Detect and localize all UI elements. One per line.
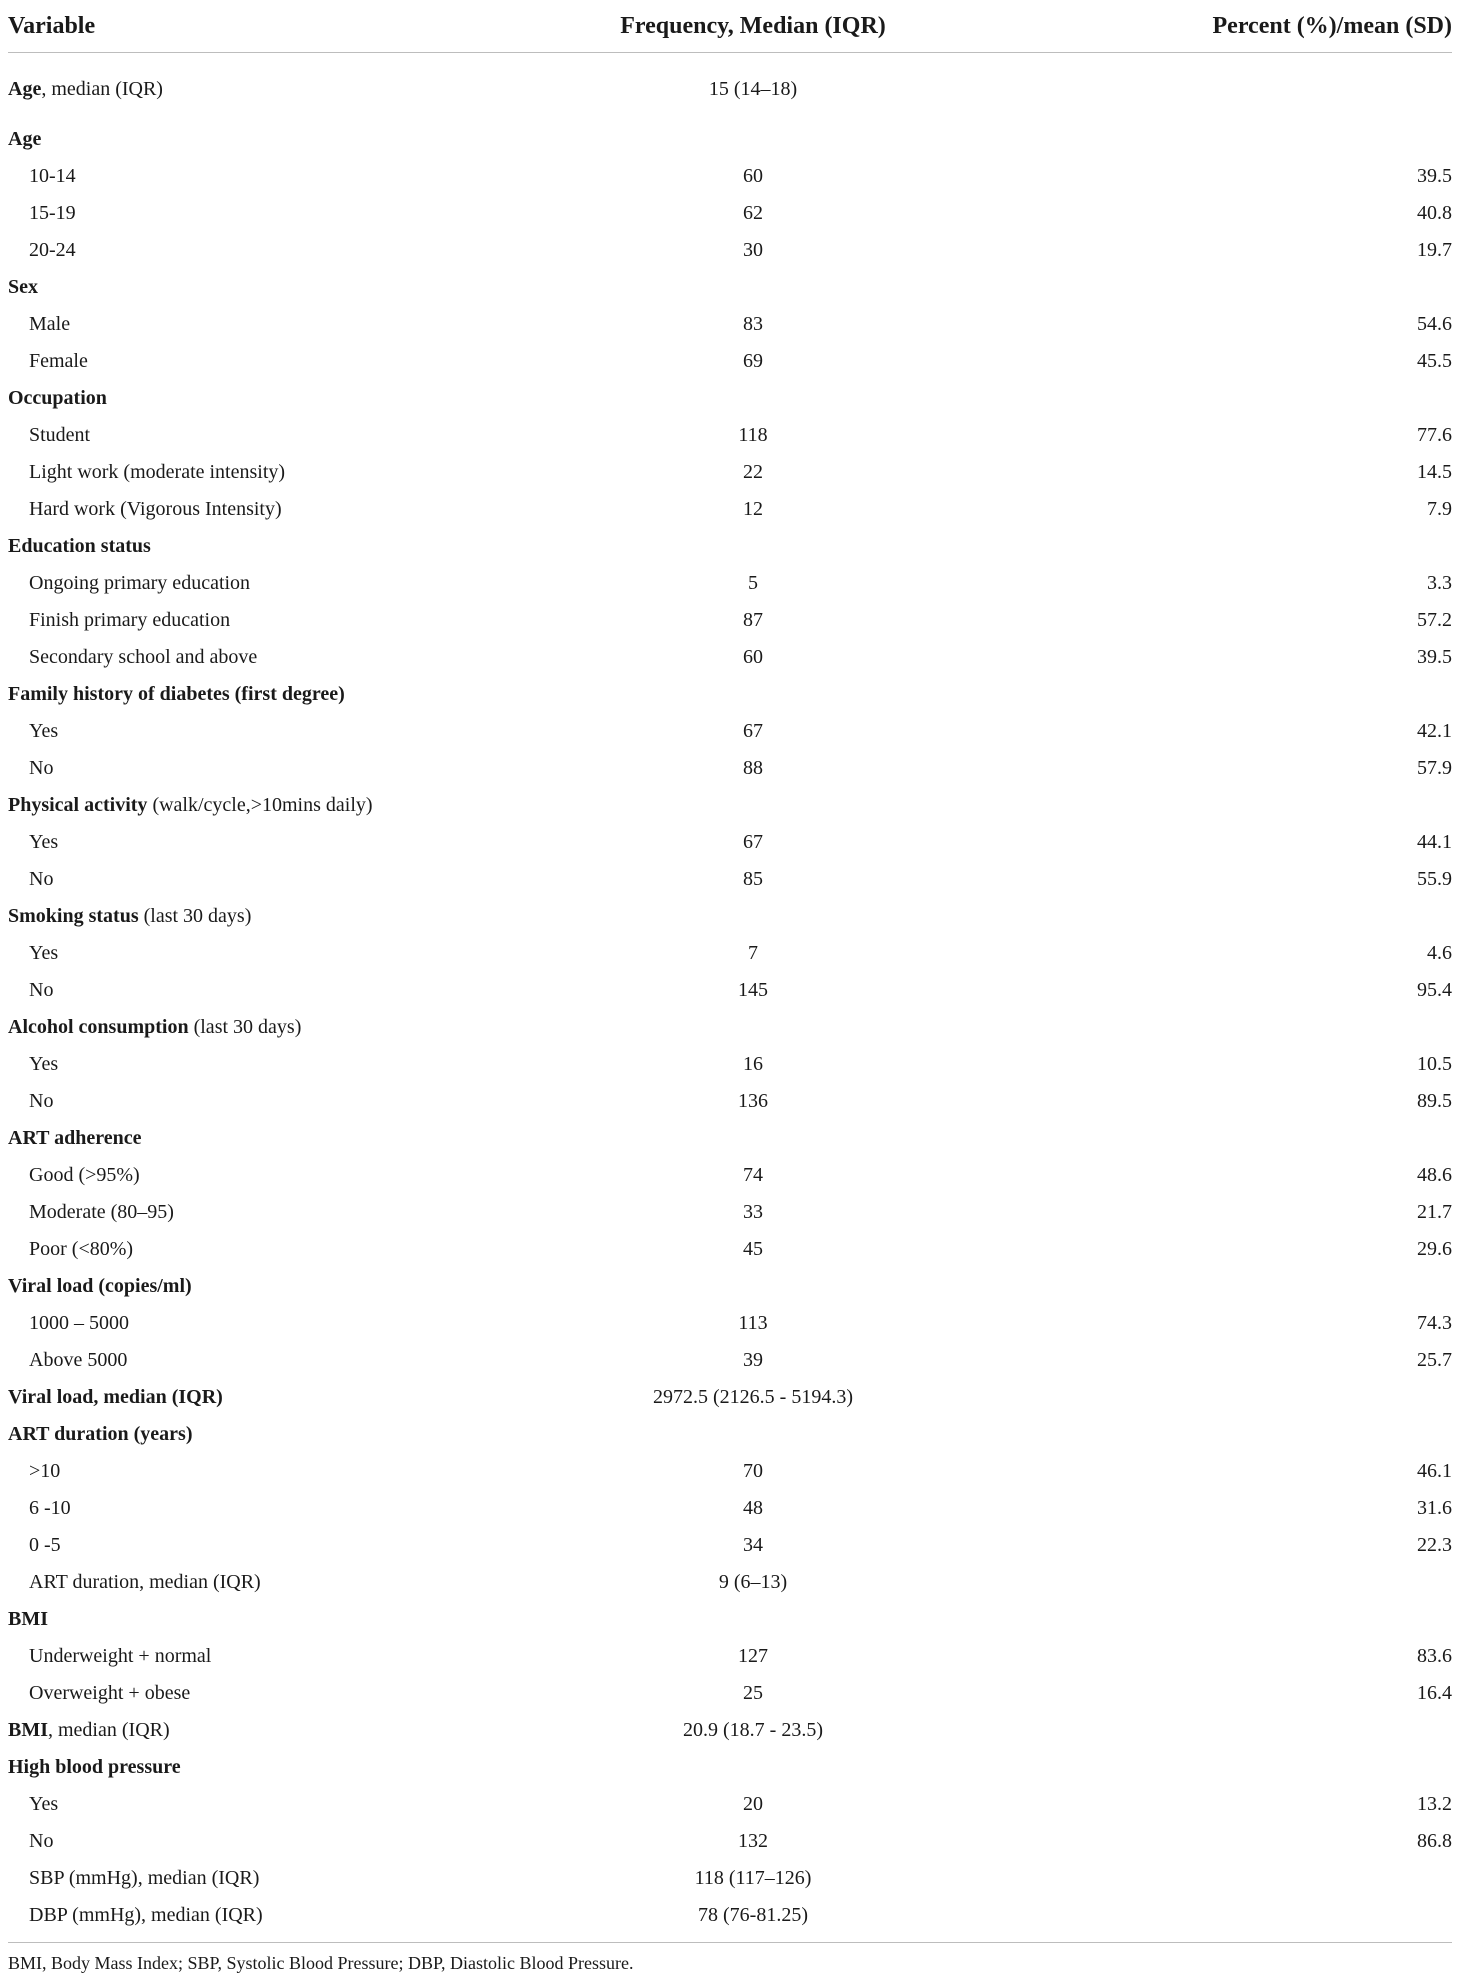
row-label-text: Yes: [29, 1053, 59, 1075]
row-frequency: 78 (76-81.25): [698, 1904, 808, 1926]
row-label-text: Moderate (80–95): [29, 1201, 174, 1223]
row-frequency: 60: [743, 165, 763, 187]
table-row: [8, 713, 1452, 750]
table-row: [8, 1453, 1452, 1490]
row-percent: [978, 787, 1452, 824]
row-percent: [978, 1712, 1452, 1749]
row-percent: 57.2: [1417, 609, 1452, 631]
row-label-text: Yes: [29, 831, 59, 853]
row-frequency: 127: [738, 1645, 768, 1667]
table-row: [8, 417, 1452, 454]
row-label-bold: BMI: [8, 1719, 48, 1741]
table-row: [8, 861, 1452, 898]
row-percent: [978, 53, 1452, 122]
row-frequency: 22: [743, 461, 763, 483]
row-label-bold: Viral load, median (IQR): [8, 1386, 223, 1408]
row-label-text: 10-14: [29, 165, 76, 187]
row-label: [8, 1823, 528, 1860]
row-label-text: Light work (moderate intensity): [29, 461, 286, 483]
row-label-text: Above 5000: [29, 1349, 128, 1371]
row-frequency: 85: [743, 868, 763, 890]
row-label: [8, 1638, 528, 1675]
table-row: [8, 1379, 1452, 1416]
row-frequency: 9 (6–13): [718, 1571, 788, 1593]
table-row: [8, 1712, 1452, 1749]
header-frequency: Frequency, Median (IQR): [528, 0, 978, 53]
row-percent: 77.6: [1417, 424, 1452, 446]
row-percent: 45.5: [1417, 350, 1452, 372]
table-row: [8, 1009, 1452, 1046]
row-frequency: 30: [743, 239, 763, 261]
table-row: [8, 1490, 1452, 1527]
table-row: [8, 158, 1452, 195]
row-label-text: Male: [29, 313, 71, 335]
table-header: [8, 0, 1452, 53]
row-percent: 13.2: [1417, 1793, 1452, 1815]
table-row: [8, 195, 1452, 232]
row-label-text: Hard work (Vigorous Intensity): [29, 498, 282, 520]
row-percent: 21.7: [1417, 1201, 1452, 1223]
row-label: [8, 1786, 528, 1823]
table-row: [8, 824, 1452, 861]
row-label-text: Good (>95%): [29, 1164, 140, 1186]
row-frequency: 113: [738, 1312, 768, 1334]
table-row: [8, 1268, 1452, 1305]
row-frequency: 74: [743, 1164, 763, 1186]
row-percent: [978, 1564, 1452, 1601]
row-label-bold: ART duration (years): [8, 1423, 193, 1445]
row-label-text: Poor (<80%): [29, 1238, 134, 1260]
row-label: [8, 1009, 528, 1046]
row-percent: [978, 1860, 1452, 1897]
row-label-text: , median (IQR): [48, 1719, 170, 1741]
row-label-text: Finish primary education: [29, 609, 231, 631]
row-percent: 39.5: [1417, 646, 1452, 668]
row-label-text: (last 30 days): [188, 1016, 302, 1038]
row-label: [8, 1120, 528, 1157]
row-frequency: 88: [743, 757, 763, 779]
table-row: [8, 1120, 1452, 1157]
row-percent: 57.9: [1417, 757, 1452, 779]
table-row: [8, 750, 1452, 787]
row-label: [8, 528, 528, 565]
table-row: [8, 1194, 1452, 1231]
row-label-text: Yes: [29, 720, 59, 742]
row-frequency: 16: [743, 1053, 763, 1075]
row-frequency: 45: [743, 1238, 763, 1260]
row-label: [8, 195, 528, 232]
row-label: [8, 676, 528, 713]
table-row: [8, 602, 1452, 639]
row-label: [8, 53, 528, 122]
row-label-text: Overweight + obese: [29, 1682, 191, 1704]
table-row: [8, 1416, 1452, 1453]
row-label: [8, 1749, 528, 1786]
row-percent: [978, 1416, 1452, 1453]
row-label: [8, 1712, 528, 1749]
row-label: [8, 1675, 528, 1712]
row-label-text: No: [29, 868, 54, 890]
header-percent: Percent (%)/mean (SD): [978, 0, 1452, 53]
row-label-text: Female: [29, 350, 88, 372]
table-row: [8, 935, 1452, 972]
table-row: [8, 639, 1452, 676]
row-percent: 16.4: [1417, 1682, 1452, 1704]
table-row: [8, 1527, 1452, 1564]
row-label-bold: Smoking status: [8, 905, 139, 927]
row-percent: 48.6: [1417, 1164, 1452, 1186]
row-label-text: 6 -10: [29, 1497, 71, 1519]
row-percent: [978, 1120, 1452, 1157]
row-frequency: 2972.5 (2126.5 - 5194.3): [653, 1386, 853, 1408]
row-label-text: DBP (mmHg), median (IQR): [29, 1904, 263, 1926]
row-frequency: 118: [738, 424, 768, 446]
row-label: [8, 787, 528, 824]
row-frequency: 118 (117–126): [694, 1867, 812, 1889]
row-percent: 89.5: [1417, 1090, 1452, 1112]
row-label: [8, 232, 528, 269]
row-label: [8, 1342, 528, 1379]
row-label-bold: BMI: [8, 1608, 48, 1630]
row-percent: 74.3: [1417, 1312, 1452, 1334]
row-label: [8, 1268, 528, 1305]
row-label-text: No: [29, 979, 54, 1001]
table-row: [8, 1305, 1452, 1342]
table-row: [8, 1638, 1452, 1675]
row-frequency: 33: [743, 1201, 763, 1223]
row-percent: 10.5: [1417, 1053, 1452, 1075]
row-label: [8, 1194, 528, 1231]
row-frequency: [528, 898, 978, 935]
row-label: [8, 1601, 528, 1638]
table-row: [8, 121, 1452, 158]
row-frequency: [528, 269, 978, 306]
table-row: [8, 1601, 1452, 1638]
row-label-text: (last 30 days): [138, 905, 252, 927]
row-label-text: Yes: [29, 942, 59, 964]
row-label: [8, 1564, 528, 1601]
row-label: [8, 380, 528, 417]
row-frequency: 25: [743, 1682, 763, 1704]
row-frequency: 5: [748, 572, 758, 594]
row-label: [8, 1379, 528, 1416]
row-label: [8, 1860, 528, 1897]
table-row: [8, 306, 1452, 343]
row-label-bold: Viral load (copies/ml): [8, 1275, 192, 1297]
row-percent: 55.9: [1417, 868, 1452, 890]
row-label-bold: Occupation: [8, 387, 107, 409]
row-frequency: [528, 1009, 978, 1046]
row-frequency: 20.9 (18.7 - 23.5): [683, 1719, 823, 1741]
row-label: [8, 306, 528, 343]
table-row: [8, 676, 1452, 713]
row-label: [8, 343, 528, 380]
row-label-bold: Sex: [8, 276, 38, 298]
row-label: [8, 898, 528, 935]
footnote-divider: [8, 1942, 1452, 1943]
row-label: [8, 565, 528, 602]
row-percent: [978, 1009, 1452, 1046]
row-frequency: 67: [743, 831, 763, 853]
row-percent: [978, 121, 1452, 158]
row-frequency: 39: [743, 1349, 763, 1371]
row-label: [8, 824, 528, 861]
row-label: [8, 1453, 528, 1490]
row-label: [8, 935, 528, 972]
row-label: [8, 1416, 528, 1453]
table-body: [8, 53, 1452, 1935]
row-label: [8, 1157, 528, 1194]
row-label: [8, 1305, 528, 1342]
row-frequency: [528, 1601, 978, 1638]
row-label: [8, 121, 528, 158]
row-percent: 3.3: [1427, 572, 1452, 594]
row-frequency: 7: [748, 942, 758, 964]
row-frequency: [528, 1749, 978, 1786]
table-row: [8, 343, 1452, 380]
row-percent: [978, 1268, 1452, 1305]
row-label-bold: Family history of diabetes (first degree): [8, 683, 345, 705]
row-frequency: 12: [743, 498, 763, 520]
row-frequency: 67: [743, 720, 763, 742]
table-row: [8, 1157, 1452, 1194]
row-label-text: >10: [29, 1460, 61, 1482]
row-percent: 4.6: [1427, 942, 1452, 964]
row-frequency: 20: [743, 1793, 763, 1815]
row-label: [8, 269, 528, 306]
row-label: [8, 1527, 528, 1564]
row-percent: 19.7: [1417, 239, 1452, 261]
row-label: [8, 1231, 528, 1268]
row-label-bold: Age: [8, 128, 42, 150]
row-label: [8, 639, 528, 676]
row-label-bold: High blood pressure: [8, 1756, 181, 1778]
row-label: [8, 602, 528, 639]
row-label: [8, 713, 528, 750]
row-percent: [978, 1601, 1452, 1638]
row-frequency: [528, 528, 978, 565]
row-frequency: 145: [738, 979, 768, 1001]
table-row: [8, 1675, 1452, 1712]
row-frequency: [528, 1268, 978, 1305]
row-frequency: 83: [743, 313, 763, 335]
table-row: [8, 1564, 1452, 1601]
row-percent: 95.4: [1417, 979, 1452, 1001]
row-label-text: Student: [29, 424, 91, 446]
row-percent: [978, 1897, 1452, 1934]
row-frequency: 70: [743, 1460, 763, 1482]
row-frequency: 69: [743, 350, 763, 372]
row-percent: [978, 1379, 1452, 1416]
table-row: [8, 454, 1452, 491]
row-frequency: 136: [738, 1090, 768, 1112]
footnote: BMI, Body Mass Index; SBP, Systolic Blood Pressure; DBP, Diastolic Blood Pressure.: [8, 1953, 634, 1973]
row-percent: 86.8: [1417, 1830, 1452, 1852]
header-variable: Variable: [8, 0, 528, 53]
row-label-text: ART duration, median (IQR): [29, 1571, 261, 1593]
table-row: [8, 1342, 1452, 1379]
row-label-bold: Age: [8, 77, 42, 100]
row-label-text: No: [29, 1830, 54, 1852]
row-frequency: 48: [743, 1497, 763, 1519]
row-frequency: [528, 676, 978, 713]
row-percent: 46.1: [1417, 1460, 1452, 1482]
table-row: [8, 1231, 1452, 1268]
row-label-text: 20-24: [29, 239, 76, 261]
row-percent: 25.7: [1417, 1349, 1452, 1371]
row-label: [8, 1046, 528, 1083]
row-percent: 29.6: [1417, 1238, 1452, 1260]
row-label-text: Ongoing primary education: [29, 572, 251, 594]
row-label-bold: Alcohol consumption: [8, 1016, 189, 1038]
table-row: [8, 380, 1452, 417]
table-row: [8, 232, 1452, 269]
row-label: [8, 158, 528, 195]
row-label-bold: ART adherence: [8, 1127, 142, 1149]
table-row: [8, 1786, 1452, 1823]
row-label: [8, 1083, 528, 1120]
table-row: [8, 898, 1452, 935]
row-label-text: 1000 – 5000: [29, 1312, 129, 1334]
row-label-text: No: [29, 757, 54, 779]
row-percent: 39.5: [1417, 165, 1452, 187]
row-percent: [978, 676, 1452, 713]
row-label: [8, 1490, 528, 1527]
row-frequency: 87: [743, 609, 763, 631]
row-frequency: [528, 380, 978, 417]
row-label-text: , median (IQR): [41, 77, 163, 100]
row-percent: 22.3: [1417, 1534, 1452, 1556]
characteristics-table: [8, 0, 1452, 1934]
row-percent: [978, 528, 1452, 565]
row-label: [8, 491, 528, 528]
row-label-text: Underweight + normal: [29, 1645, 212, 1667]
row-label: [8, 1897, 528, 1934]
table-row: [8, 1749, 1452, 1786]
row-label: [8, 972, 528, 1009]
row-percent: [978, 380, 1452, 417]
row-label-bold: Physical activity: [8, 794, 148, 816]
row-frequency: [528, 787, 978, 824]
table-row: [8, 528, 1452, 565]
row-percent: 7.9: [1427, 498, 1452, 520]
row-percent: 42.1: [1417, 720, 1452, 742]
row-label-text: SBP (mmHg), median (IQR): [29, 1867, 260, 1889]
row-label: [8, 454, 528, 491]
table-row: [8, 53, 1452, 122]
row-label-text: No: [29, 1090, 54, 1112]
row-percent: 14.5: [1417, 461, 1452, 483]
table-row: [8, 787, 1452, 824]
row-percent: 40.8: [1417, 202, 1452, 224]
row-label-text: Yes: [29, 1793, 59, 1815]
table-row: [8, 972, 1452, 1009]
row-percent: 83.6: [1417, 1645, 1452, 1667]
row-frequency: 62: [743, 202, 763, 224]
row-label-bold: Education status: [8, 535, 151, 557]
row-frequency: [528, 121, 978, 158]
row-percent: [978, 1749, 1452, 1786]
row-frequency: 132: [738, 1830, 768, 1852]
table-row: [8, 1046, 1452, 1083]
table-row: [8, 565, 1452, 602]
row-percent: 54.6: [1417, 313, 1452, 335]
row-percent: [978, 898, 1452, 935]
table-row: [8, 1823, 1452, 1860]
row-label-text: Secondary school and above: [29, 646, 258, 668]
row-percent: 31.6: [1417, 1497, 1452, 1519]
row-frequency: 34: [743, 1534, 763, 1556]
row-frequency: [528, 1120, 978, 1157]
row-label-text: (walk/cycle,>10mins daily): [147, 794, 373, 816]
row-label-text: 15-19: [29, 202, 76, 224]
table-row: [8, 491, 1452, 528]
table-row: [8, 269, 1452, 306]
row-percent: [978, 269, 1452, 306]
table-row: [8, 1083, 1452, 1120]
row-label: [8, 750, 528, 787]
row-label-text: 0 -5: [29, 1534, 61, 1556]
row-label: [8, 861, 528, 898]
table-row: [8, 1897, 1452, 1934]
row-percent: 44.1: [1417, 831, 1452, 853]
header-row: [8, 0, 1452, 53]
row-frequency: 60: [743, 646, 763, 668]
row-frequency: [528, 1416, 978, 1453]
table-row: [8, 1860, 1452, 1897]
row-frequency: 15 (14–18): [708, 77, 798, 100]
row-label: [8, 417, 528, 454]
